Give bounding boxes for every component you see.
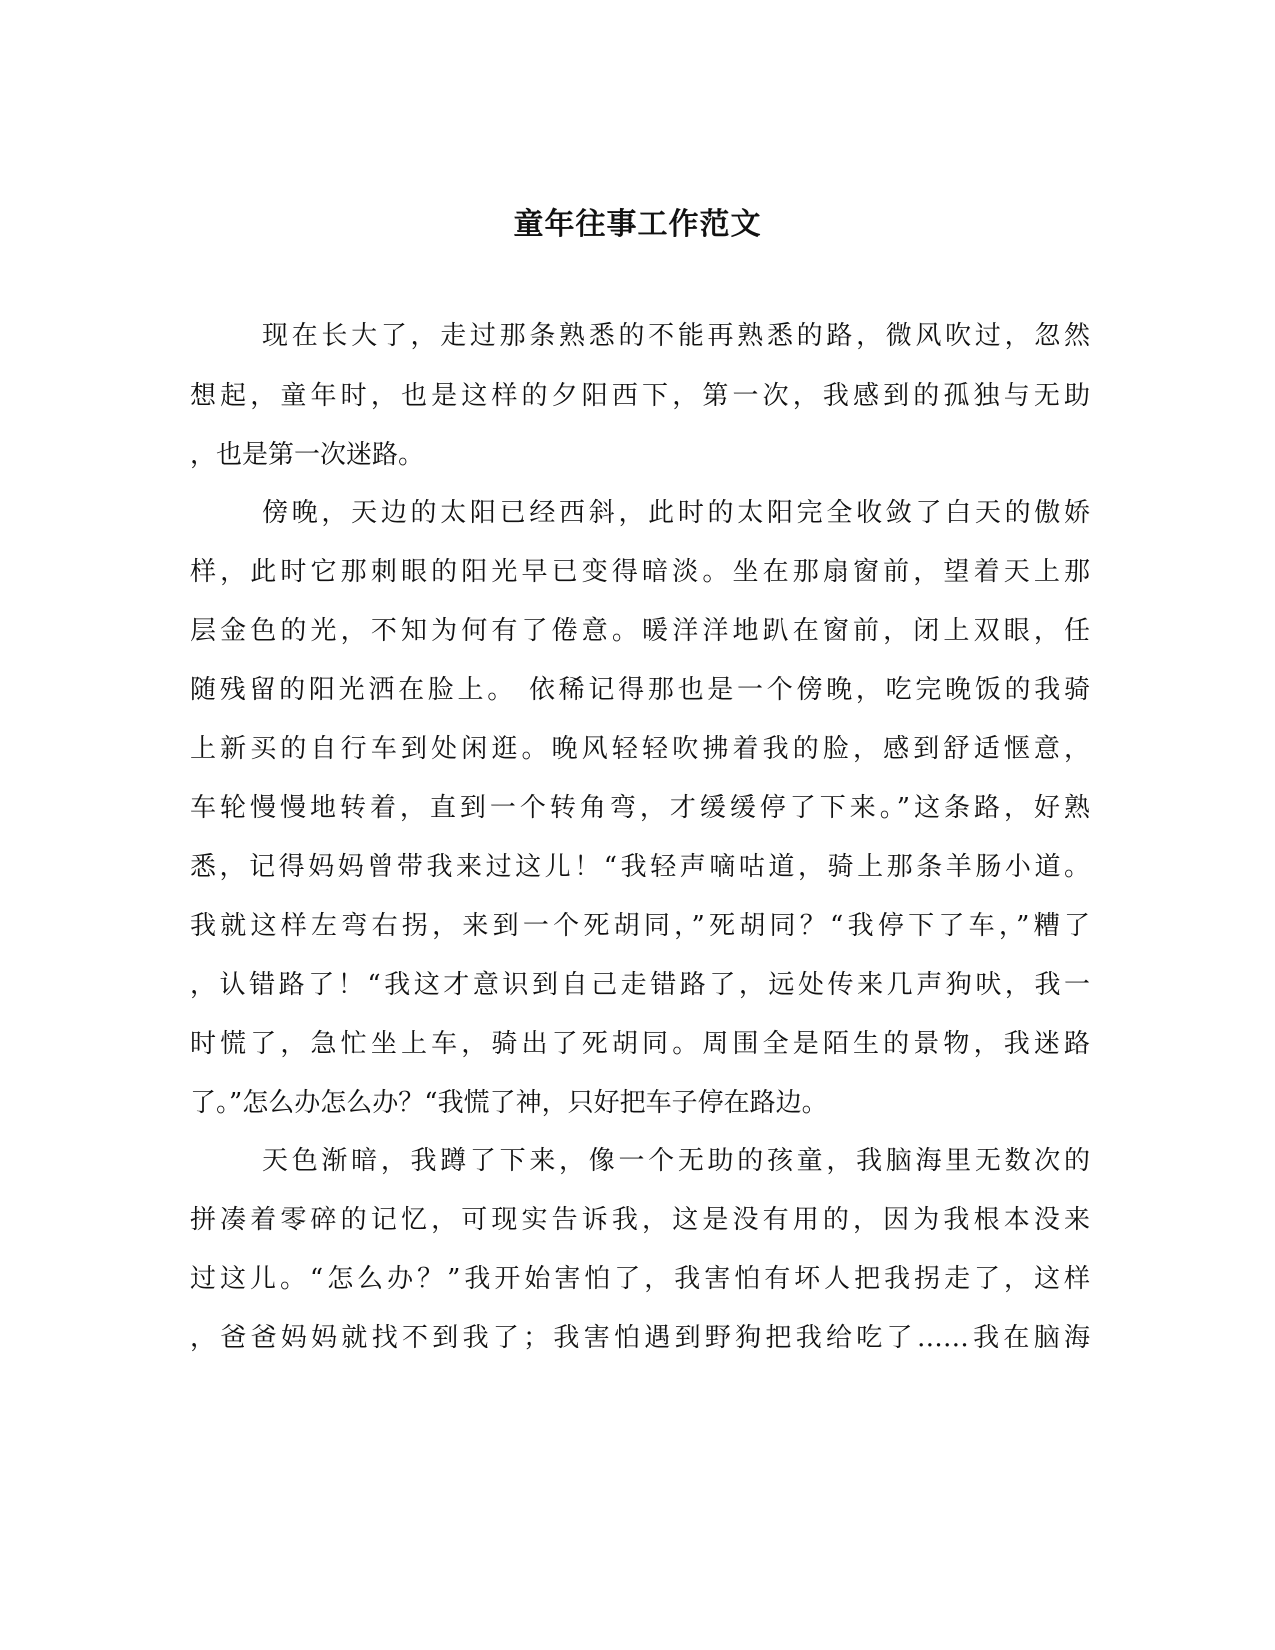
paragraph-2-line: 上新买的自行车到处闲逛。晚风轻轻吹拂着我的脸，感到舒适惬意， (190, 734, 1090, 764)
paragraph-2-line: 车轮慢慢地转着，直到一个转角弯，才缓缓停了下来。”这条路，好熟 (190, 793, 1090, 823)
paragraph-2-line: 我就这样左弯右拐，来到一个死胡同，”死胡同？“我停下了车，”糟了 (190, 911, 1090, 941)
paragraph-2-line: 傍晚，天边的太阳已经西斜，此时的太阳完全收敛了白天的傲娇 (262, 498, 1090, 528)
paragraph-2-line: 样，此时它那刺眼的阳光早已变得暗淡。坐在那扇窗前，望着天上那 (190, 557, 1090, 587)
paragraph-3-line: 拼凑着零碎的记忆，可现实告诉我，这是没有用的，因为我根本没来 (190, 1205, 1090, 1235)
document-title: 童年往事工作范文 (513, 207, 762, 242)
paragraph-1-line: ，也是第一次迷路。 (190, 440, 425, 470)
paragraph-3-line: ，爸爸妈妈就找不到我了；我害怕遇到野狗把我给吃了……我在脑海 (190, 1323, 1090, 1353)
paragraph-2-line: 了。”怎么办怎么办？“我慌了神，只好把车子停在路边。 (190, 1088, 828, 1118)
paragraph-1-line: 想起，童年时，也是这样的夕阳西下，第一次，我感到的孤独与无助 (190, 381, 1090, 411)
paragraph-2-line: 悉，记得妈妈曾带我来过这儿！“我轻声嘀咕道，骑上那条羊肠小道。 (190, 852, 1090, 882)
paragraph-3-line: 过这儿。“怎么办？”我开始害怕了，我害怕有坏人把我拐走了，这样 (190, 1264, 1090, 1294)
paragraph-3-line: 天色渐暗，我蹲了下来，像一个无助的孩童，我脑海里无数次的 (262, 1146, 1090, 1176)
paragraph-2-line: 时慌了，急忙坐上车，骑出了死胡同。周围全是陌生的景物，我迷路 (190, 1029, 1090, 1059)
paragraph-1-line: 现在长大了，走过那条熟悉的不能再熟悉的路，微风吹过，忽然 (262, 321, 1090, 351)
paragraph-2-line: ，认错路了！“我这才意识到自己走错路了，远处传来几声狗吠，我一 (190, 970, 1090, 1000)
paragraph-2-line: 随残留的阳光洒在脸上。 依稀记得那也是一个傍晚，吃完晚饭的我骑 (190, 675, 1090, 705)
paragraph-2-line: 层金色的光，不知为何有了倦意。暖洋洋地趴在窗前，闭上双眼，任 (190, 616, 1090, 646)
